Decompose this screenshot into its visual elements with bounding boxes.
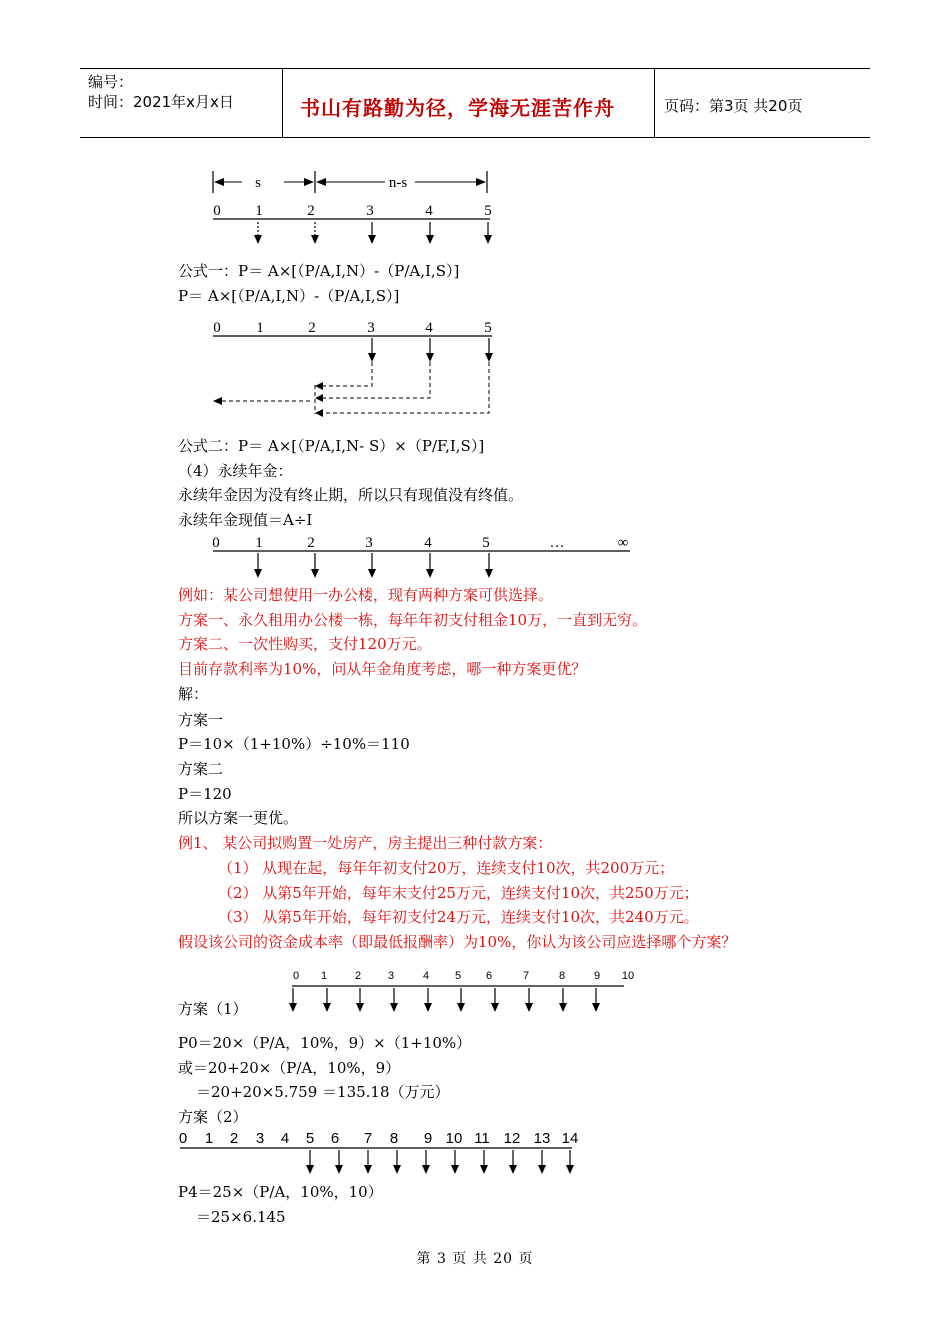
tick-label: 9 [593, 970, 601, 982]
cash-flow-arrow [422, 1150, 430, 1174]
tick-label: 3 [387, 970, 395, 982]
example-a-question-1: 例如：某公司想使用一办公楼，现有两种方案可供选择。 [178, 586, 554, 604]
s-label: s [255, 175, 261, 191]
cash-flow-arrow [457, 988, 465, 1012]
cash-flow-arrow [393, 1150, 401, 1174]
tick-label: 9 [423, 1130, 433, 1147]
tick-label: 5 [482, 535, 490, 551]
cash-flow-arrow [368, 553, 376, 578]
tick-label: 4 [425, 320, 433, 336]
ns-label: n-s [388, 175, 408, 191]
example-1-option-3: （3） 从第5年开始，每年初支付24万元，连续支付10次，共240万元。 [218, 908, 699, 926]
plan-2-line-1: P4＝25×（P/A，10%，10） [178, 1183, 383, 1201]
tick-label: 14 [561, 1130, 579, 1147]
diagram-perpetuity [212, 535, 630, 578]
perpetuity-description: 永续年金因为没有终止期，所以只有现值没有终值。 [178, 486, 524, 504]
tick-label: … [549, 535, 565, 551]
example-a-conclusion: 所以方案一更优。 [178, 809, 299, 827]
plan-1-label: 方案（1） [178, 1000, 248, 1018]
tick-label: 4 [425, 203, 433, 219]
plan-2-line-2: ＝25×6.145 [196, 1208, 286, 1226]
tick-label: 4 [280, 1130, 290, 1147]
tick-label: 8 [389, 1130, 399, 1147]
tick-label: 2 [229, 1130, 239, 1147]
section-perpetuity-heading: （4）永续年金： [178, 462, 293, 480]
tick-label: 0 [292, 970, 300, 982]
tick-label: 1 [204, 1130, 214, 1147]
cash-flow-arrow [480, 1150, 488, 1174]
tick-label: 0 [212, 535, 220, 551]
cash-flow-arrow [426, 553, 434, 578]
formula-one-repeat: P＝ A×[（P/A,I,N）-（P/A,I,S）] [178, 287, 400, 305]
example-1-question: 假设该公司的资金成本率（即最低报酬率）为10%，你认为该公司应选择哪个方案？ [178, 933, 737, 951]
example-1-title: 例1、 某公司拟购置一处房产，房主提出三种付款方案： [178, 834, 553, 852]
example-a-question-4: 目前存款利率为10%，问从年金角度考虑，哪一种方案更优？ [178, 660, 587, 678]
tick-label: 2 [308, 320, 316, 336]
page-footer: 第 3 页 共 20 页 [416, 1251, 534, 1267]
tick-label: 3 [366, 203, 374, 219]
tick-label: 5 [305, 1130, 315, 1147]
cash-flow-arrow [485, 338, 493, 362]
cash-flow-arrow [424, 988, 432, 1012]
diagram-plan-1 [289, 970, 634, 1012]
example-1-option-1: （1） 从现在起，每年年初支付20万，连续支付10次，共200万元； [218, 859, 675, 877]
tick-label: ∞ [617, 535, 629, 551]
cash-flow-arrow [323, 988, 331, 1012]
cash-flow-arrow [390, 988, 398, 1012]
cash-flow-arrow [254, 553, 262, 578]
cash-flow-arrow [491, 988, 499, 1012]
cash-flow-arrow [364, 1150, 372, 1174]
tick-label: 13 [533, 1130, 551, 1147]
formula-two: 公式二：P＝ A×[（P/A,I,N- S）×（P/F,I,S）] [178, 437, 485, 455]
cash-flow-arrow [484, 222, 492, 244]
cash-flow-arrow [335, 1150, 343, 1174]
tick-label: 2 [307, 203, 315, 219]
example-a-plan-two-label: 方案二 [178, 760, 224, 778]
tick-label: 6 [485, 970, 493, 982]
header-page-info: 页码：第3页 共20页 [664, 97, 803, 115]
tick-label: 4 [424, 535, 432, 551]
cash-flow-arrow [559, 988, 567, 1012]
example-a-solution-label: 解： [178, 685, 209, 703]
example-a-question-3: 方案二、一次性购买，支付120万元。 [178, 635, 432, 653]
tick-label: 10 [621, 970, 635, 982]
formula-one: 公式一：P＝ A×[（P/A,I,N）-（P/A,I,S）] [178, 262, 460, 280]
plan-1-line-3: ＝20+20×5.759 ＝135.18（万元） [196, 1083, 450, 1101]
tick-label: 6 [330, 1130, 340, 1147]
example-a-plan-one-label: 方案一 [178, 711, 224, 729]
tick-label: 0 [213, 203, 221, 219]
example-1-option-2: （2） 从第5年开始，每年末支付25万元，连续支付10次，共250万元； [218, 884, 699, 902]
cash-flow-arrow [289, 988, 297, 1012]
cash-flow-arrow [254, 222, 262, 244]
cash-flow-arrow [368, 222, 376, 244]
tick-label: 3 [255, 1130, 265, 1147]
tick-label: 4 [422, 970, 430, 982]
cash-flow-arrow [368, 338, 376, 362]
tick-label: 5 [454, 970, 462, 982]
cash-flow-arrow [451, 1150, 459, 1174]
example-a-question-2: 方案一、永久租用办公楼一栋，每年年初支付租金10万，一直到无穷。 [178, 611, 648, 629]
tick-label: 8 [558, 970, 566, 982]
tick-label: 5 [484, 320, 492, 336]
cash-flow-arrow [538, 1150, 546, 1174]
tick-label: 0 [213, 320, 221, 336]
header-number-label: 编号： [88, 73, 134, 91]
cash-flow-arrow [566, 1150, 574, 1174]
example-a-plan-one-calc: P＝10×（1+10%）÷10%＝110 [178, 735, 410, 753]
tick-label: 1 [256, 320, 264, 336]
header-time-label: 时间：2021年x月x日 [88, 93, 234, 111]
tick-label: 7 [522, 970, 530, 982]
cash-flow-arrow [311, 553, 319, 578]
tick-label: 2 [354, 970, 362, 982]
tick-label: 1 [255, 203, 263, 219]
plan-1-line-2: 或＝20+20×（P/A，10%，9） [178, 1059, 401, 1077]
example-a-plan-two-calc: P＝120 [178, 785, 232, 803]
plan-2-label: 方案（2） [178, 1108, 248, 1126]
cash-flow-arrow [485, 553, 493, 578]
tick-label: 10 [445, 1130, 463, 1147]
tick-label: 1 [255, 535, 263, 551]
tick-label: 12 [503, 1130, 521, 1147]
cash-flow-arrow [509, 1150, 517, 1174]
tick-label: 1 [320, 970, 328, 982]
diagram-plan-2 [179, 1130, 579, 1174]
tick-label: 2 [307, 535, 315, 551]
cash-flow-arrow [426, 222, 434, 244]
cash-flow-arrow [592, 988, 600, 1012]
header-motto: 书山有路勤为径，学海无涯苦作舟 [300, 96, 615, 120]
diagram-deferred-annuity-1 [213, 171, 492, 244]
diagram-deferred-annuity-2 [213, 320, 493, 417]
cash-flow-arrow [426, 338, 434, 362]
tick-label: 11 [474, 1130, 490, 1147]
tick-label: 0 [178, 1130, 188, 1147]
tick-label: 7 [363, 1130, 373, 1147]
tick-label: 3 [367, 320, 375, 336]
plan-1-line-1: P0＝20×（P/A，10%，9）×（1+10%） [178, 1034, 472, 1052]
cash-flow-arrow [311, 222, 319, 244]
cash-flow-arrow [525, 988, 533, 1012]
cash-flow-arrow [306, 1150, 314, 1174]
tick-label: 5 [484, 203, 492, 219]
perpetuity-formula: 永续年金现值＝A÷I [178, 511, 313, 529]
cash-flow-arrow [356, 988, 364, 1012]
tick-label: 3 [365, 535, 373, 551]
